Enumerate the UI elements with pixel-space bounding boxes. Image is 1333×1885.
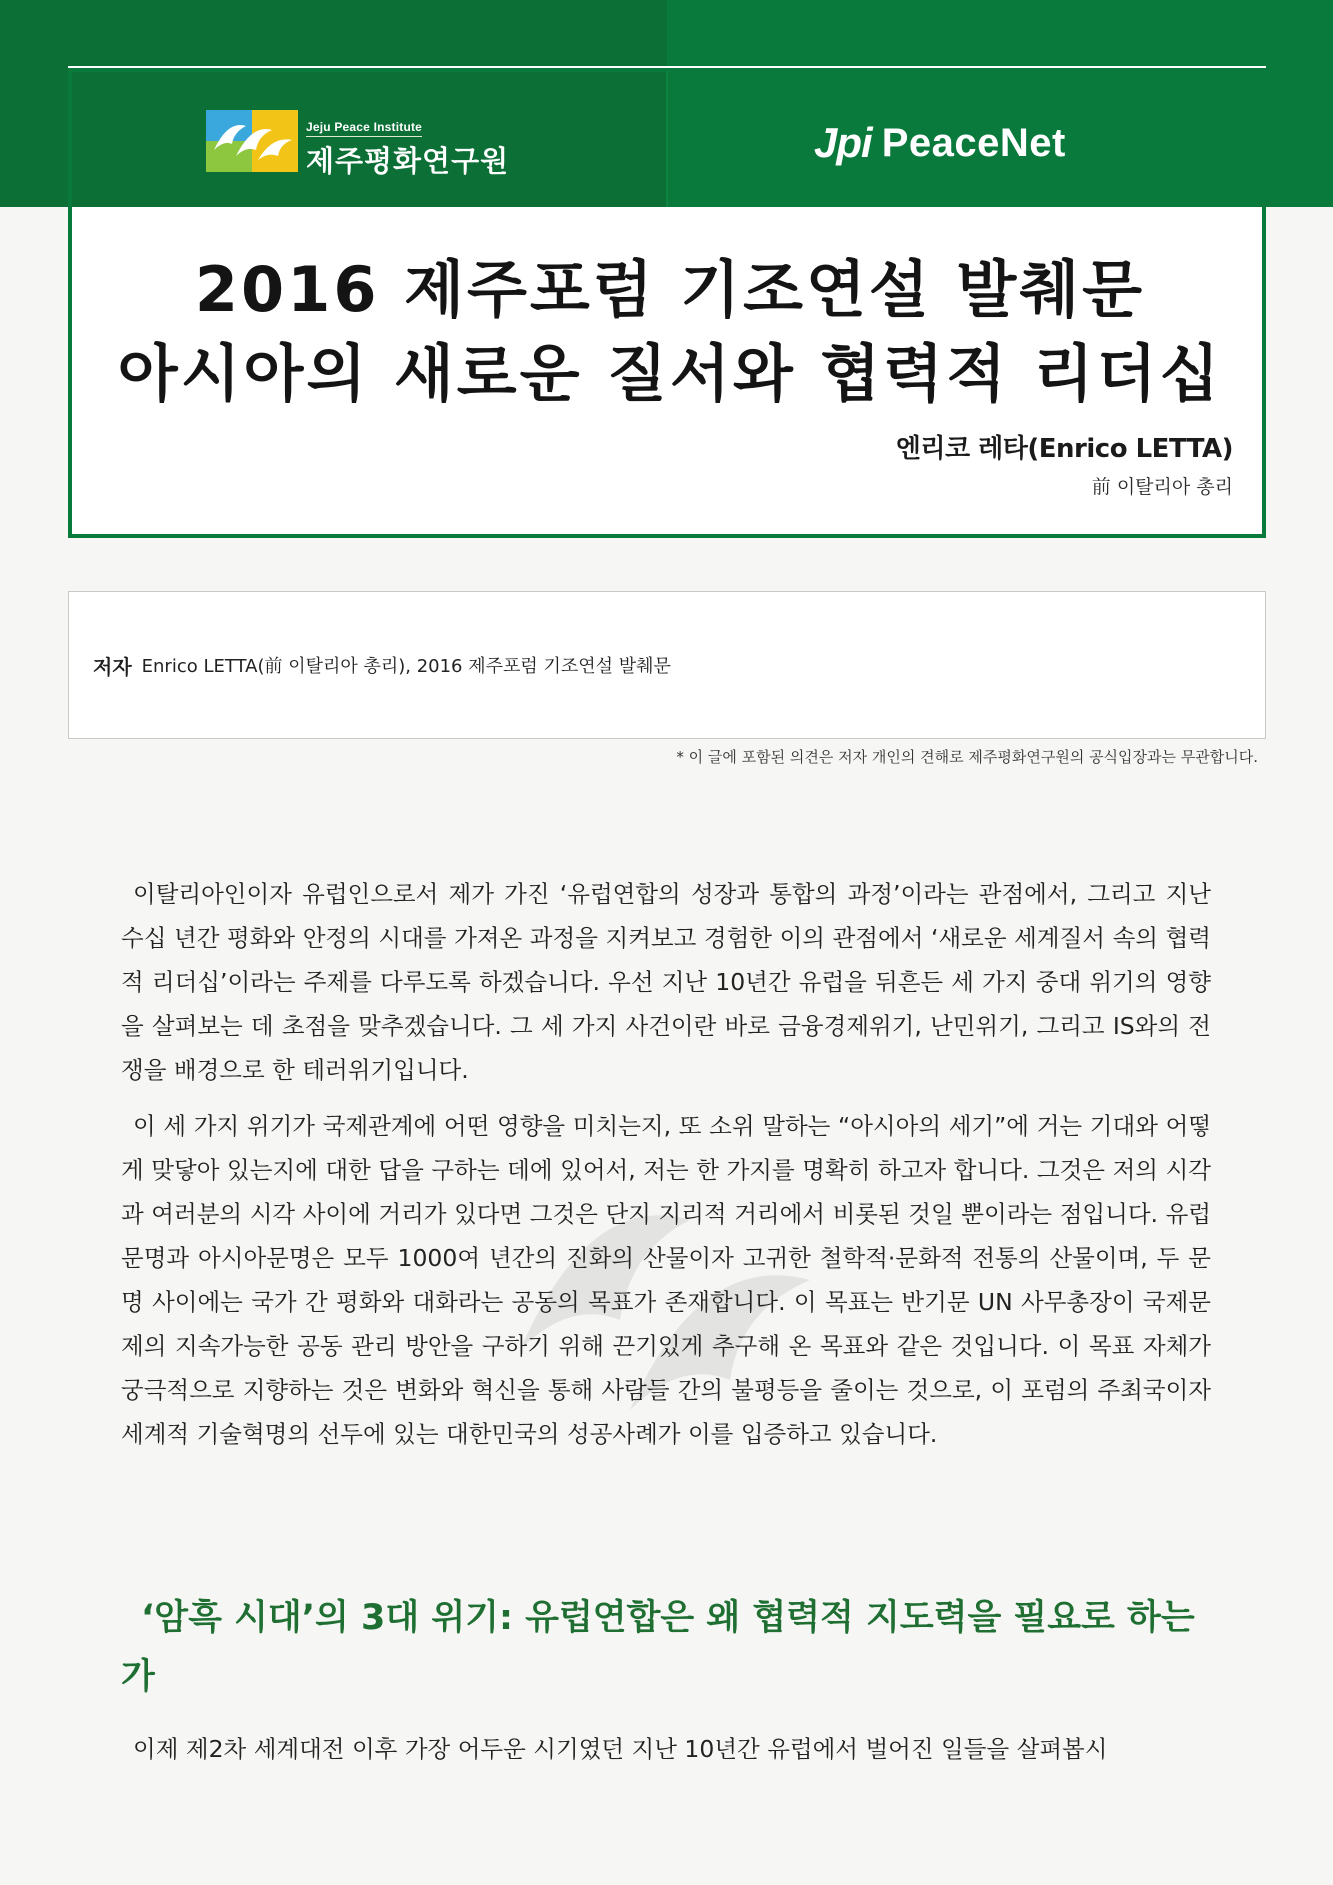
header-divider xyxy=(666,71,668,207)
institute-name xyxy=(306,116,510,180)
paragraph-1: 이탈리아인이자 유럽인으로서 제가 가진 ‘유럽연합의 성장과 통합의 과정’이라는 관점에서, 그리고 지난 수십 년간 평화와 안정의 시대를 가져온 과정을 지켜보고 경험한 이의 관점에서 ‘새로운 세계질서 속의 협력적 리더십’이라는 주제를 다루도록 하겠습니다. 우선 지난 10년간 유럽을 뒤흔든 세 가지 중대 위기의 영향을 살펴보는 데 초점을 맞추겠습니다. 그 세 가지 사건이란 바로 금융경제위기, 난민위기, 그리고 IS와의 전쟁을 배경으로 한 테러위기입니다. xyxy=(121,880,1211,1084)
title-line-2: 아시아의 새로운 질서와 협력적 리더십 xyxy=(117,337,1223,410)
jpi-mark: Jpi xyxy=(814,119,872,166)
title-line-1: 2016 제주포럼 기조연설 발췌문 xyxy=(194,253,1146,326)
paragraph-3: 이제 제2차 세계대전 이후 가장 어두운 시기였던 지난 10년간 유럽에서 벌어진 일들을 살펴봅시 xyxy=(133,1735,1108,1763)
paragraph-2: 이 세 가지 위기가 국제관계에 어떤 영향을 미치는지, 또 소위 말하는 “아시아의 세기”에 거는 기대와 어떻게 맞닿아 있는지에 대한 답을 구하는 데에 있어서, 저는 한 가지를 명확히 하고자 합니다. 그것은 저의 시각과 여러분의 시각 사이에 거리가 있다면 그것은 단지 지리적 거리에서 비롯된 것일 뿐이라는 점입니다. 유럽문명과 아시아문명은 모두 1000여 년간의 진화의 산물이자 고귀한 철학적·문화적 전통의 산물이며, 두 문명 사이에는 국가 간 평화와 대화라는 공동의 목표가 존재합니다. 이 목표는 반기문 UN 사무총장이 국제문제의 지속가능한 공동 관리 방안을 구하기 위해 끈기있게 추구해 온 목표와 같은 것입니다. 이 목표 자체가 궁극적으로 지향하는 것은 변화와 혁신을 통해 사람들 간의 불평등을 줄이는 것으로, 이 포럼의 주최국이자 세계적 기술혁명의 선두에 있는 대한민국의 성공사례가 이를 입증하고 있습니다. xyxy=(121,1112,1211,1448)
institute-name-ko: 제주평화연구원 xyxy=(306,144,510,178)
disclaimer: * 이 글에 포함된 의견은 저자 개인의 견해로 제주평화연구원의 공식입장과는 무관합니다. xyxy=(676,748,1258,766)
author-info-box xyxy=(68,591,1266,739)
author-label: 저자 xyxy=(93,654,132,679)
peacenet-text: PeaceNet xyxy=(881,120,1066,165)
author-role: 前 이탈리아 총리 xyxy=(1091,476,1233,498)
section-heading: ‘암흑 시대’의 3대 위기: 유럽연합은 왜 협력적 지도력을 필요로 하는가 xyxy=(121,1598,1195,1697)
author-info-value: Enrico LETTA(前 이탈리아 총리), 2016 제주포럼 기조연설 발췌문 xyxy=(141,656,671,677)
peacenet-logo xyxy=(814,118,1066,168)
jeju-peace-institute-logo-icon xyxy=(206,110,298,172)
page-title xyxy=(90,248,1250,416)
author-name: 엔리코 레타(Enrico LETTA) xyxy=(895,434,1233,464)
institute-name-en: Jeju Peace Institute xyxy=(306,120,422,137)
article-body xyxy=(121,872,1211,1456)
